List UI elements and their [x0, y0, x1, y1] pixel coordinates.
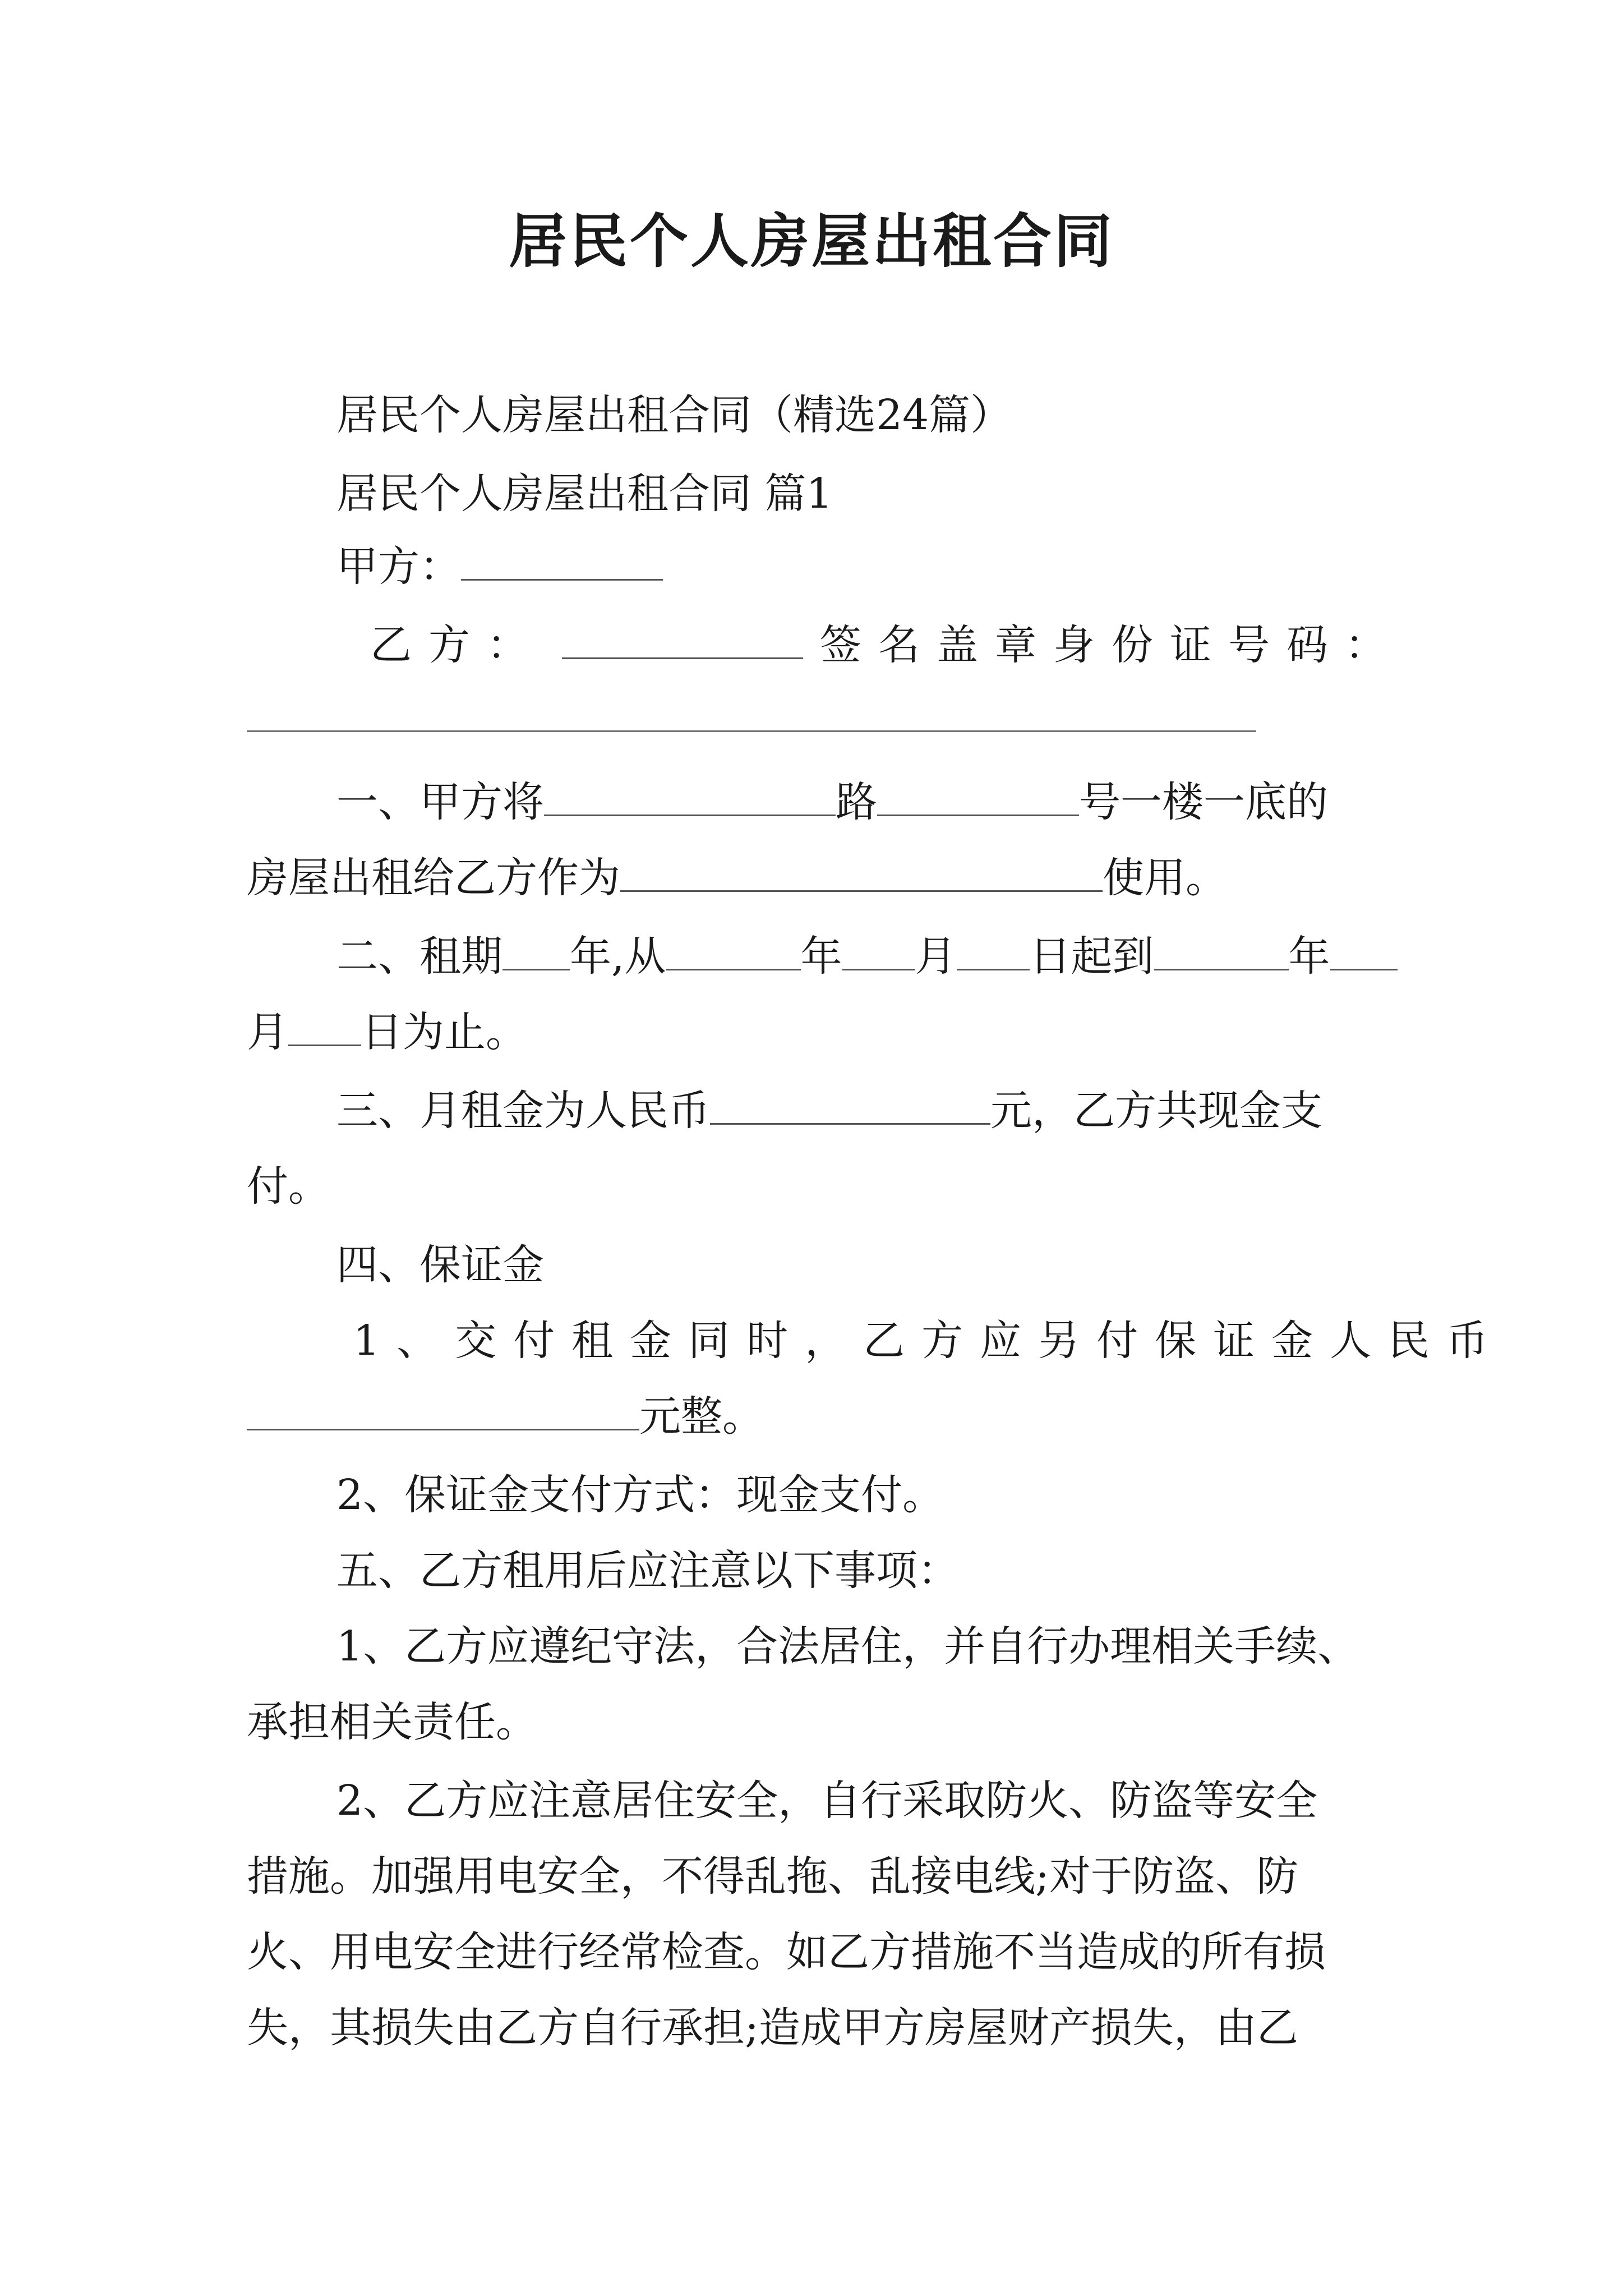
blank-field [877, 774, 1079, 816]
clause-text: 月 [247, 1008, 288, 1056]
blank-field [502, 928, 570, 970]
clause-1-line-2 [247, 850, 1227, 906]
blank-field [620, 850, 1103, 892]
party-a-label: 甲方： [336, 542, 461, 591]
clause-text: 一、甲方将 [336, 778, 544, 826]
clause-5-2-line-2: 措施。加强用电安全，不得乱拖、乱接电线;对于防盗、防 [247, 1852, 1298, 1901]
clause-5-2-line-1: 2、乙方应注意居住安全，自行采取防火、防盗等安全 [336, 1777, 1318, 1825]
clause-text: 号一楼一底的 [1079, 778, 1328, 826]
clause-5-1-line-1: 1、乙方应遵纪守法，合法居住，并自行办理相关手续、 [336, 1622, 1359, 1671]
clause-1-line-1 [336, 774, 1328, 830]
clause-text: 房屋出租给乙方作为 [247, 854, 620, 902]
clause-5-2-line-3: 火、用电安全进行经常检查。如乙方措施不当造成的所有损 [247, 1928, 1326, 1976]
blank-field [461, 539, 663, 581]
party-b-label: 乙方： [370, 621, 545, 669]
blank-field [1330, 928, 1398, 970]
clause-text: 元整。 [639, 1392, 764, 1441]
clause-text: 三、月租金为人民币 [336, 1087, 710, 1135]
clause-2-line-1 [336, 928, 1398, 984]
clause-text: 月 [915, 932, 957, 981]
party-b-line [370, 617, 1403, 673]
clause-text: 日起到 [1029, 932, 1154, 981]
clause-4-1-line-2 [247, 1388, 764, 1444]
party-a-line [336, 539, 663, 595]
blank-field [957, 928, 1030, 970]
blank-field [544, 774, 836, 816]
clause-4-2: 2、保证金支付方式：现金支付。 [336, 1471, 944, 1519]
clause-2-line-2 [247, 1004, 527, 1060]
blank-field [562, 617, 803, 659]
clause-3-line-1 [336, 1083, 1322, 1139]
blank-field [1154, 928, 1289, 970]
clause-text: 年 [1288, 932, 1330, 981]
clause-text: 路 [836, 778, 877, 826]
clause-text: 年 [800, 932, 842, 981]
blank-field [842, 928, 915, 970]
clause-4-1-line-1: 1、交付租金同时，乙方应另付保证金人民币 [353, 1317, 1505, 1365]
clause-text: 元，乙方共现金支 [990, 1087, 1322, 1135]
blank-field [666, 928, 801, 970]
clause-5-heading: 五、乙方租用后应注意以下事项： [336, 1547, 959, 1595]
party-b-sign-label: 签名盖章身份证号码： [820, 621, 1403, 669]
clause-text: 二、租期 [336, 932, 502, 981]
section-heading: 居民个人房屋出租合同 篇1 [336, 470, 833, 518]
page-title: 居民个人房屋出租合同 [508, 206, 1114, 275]
clause-5-2-line-4: 失，其损失由乙方自行承担;造成甲方房屋财产损失，由乙 [247, 2004, 1298, 2052]
blank-field [710, 1083, 990, 1125]
clause-text: 日为止。 [361, 1008, 527, 1056]
blank-field [288, 1004, 361, 1046]
blank-field [247, 1388, 639, 1430]
clause-text: 年,从 [570, 932, 666, 981]
clause-3-line-2: 付。 [247, 1162, 330, 1211]
clause-4-heading: 四、保证金 [336, 1241, 544, 1289]
signature-line [247, 730, 1256, 732]
subtitle: 居民个人房屋出租合同（精选24篇） [336, 391, 1012, 439]
clause-5-1-line-2: 承担相关责任。 [247, 1698, 537, 1746]
clause-text: 使用。 [1103, 854, 1227, 902]
